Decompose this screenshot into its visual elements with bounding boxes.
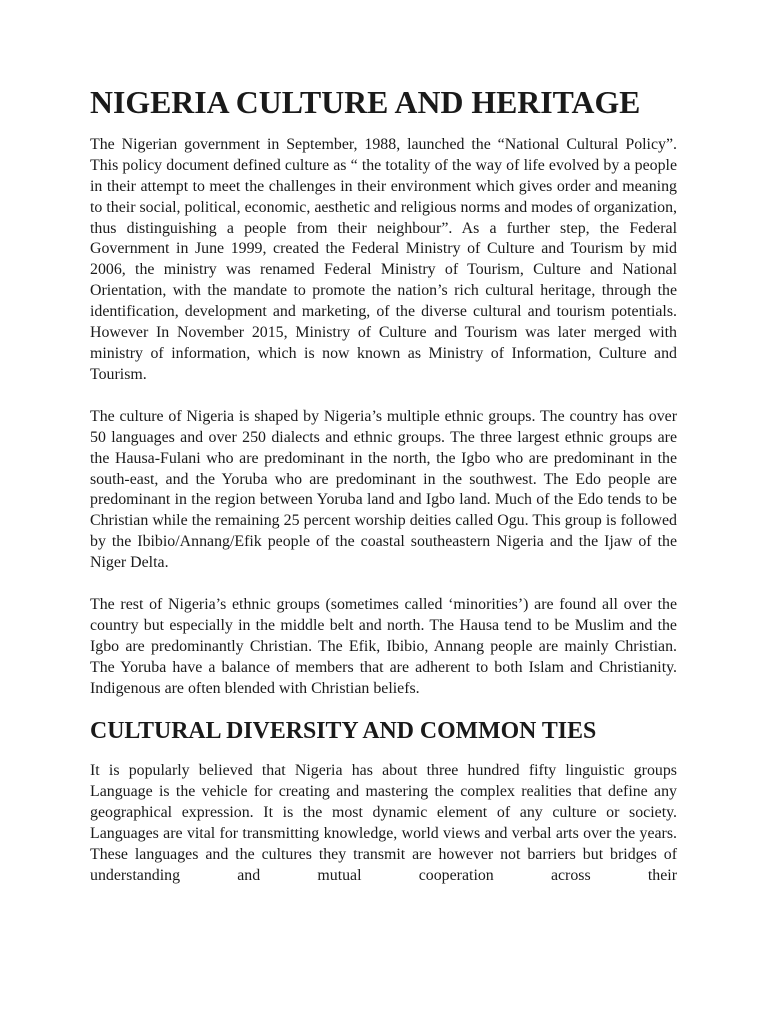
section-heading-culture-heritage: NIGERIA CULTURE AND HERITAGE (90, 85, 641, 120)
document-page (90, 85, 677, 887)
paragraph-ethnic-groups: The culture of Nigeria is shaped by Nigeria’s multiple ethnic groups. The country has over 50 languages and over 250 dialects and ethnic groups. The three largest ethnic groups are the Hausa-Fulani who are predominant in the north, the Igbo who are predominant in the south-east, and the Yoruba who are predominant in the southwest. The Edo people are predominant in the region between Yoruba land and Igbo land. Much of the Edo tends to be Christian while the remaining 25 percent worship deities called Ogu. This group is followed by the Ibibio/Annang/Efik people of the coastal southeastern Nigeria and the Ijaw of the Niger Delta. (90, 407, 677, 572)
section-heading-cultural-diversity: CULTURAL DIVERSITY AND COMMON TIES (90, 717, 597, 744)
paragraph-linguistic-groups: It is popularly believed that Nigeria has about three hundred fifty linguistic groups Language is the vehicle for creating and mastering the complex realities that define any geographical expression. It is the most dynamic element of any culture or society. Languages are vital for transmitting knowledge, world views and verbal arts over the years. These languages and the cultures they transmit are however not barriers but bridges of understanding and mutual cooperation across their (90, 762, 677, 884)
paragraph-cultural-policy: The Nigerian government in September, 1988, launched the “National Cultural Policy”. This policy document defined culture as “ the totality of the way of life evolved by a people in their attempt to meet the challenges in their environment which gives order and meaning to their social, political, economic, aesthetic and religious norms and modes of organization, thus distinguishing a people from their neighbour”. As a further step, the Federal Government in June 1999, created the Federal Ministry of Culture and Tourism by mid 2006, the ministry was renamed Federal Ministry of Tourism, Culture and National Orientation, with the mandate to promote the nation’s rich cultural heritage, through the identification, development and marketing, of the diverse cultural and tourism potentials. However In November 2015, Ministry of Culture and Tourism was later merged with ministry of information, which is now known as Ministry of Information, Culture and Tourism. (90, 135, 677, 383)
paragraph-minorities: The rest of Nigeria’s ethnic groups (sometimes called ‘minorities’) are found all over the country but especially in the middle belt and north. The Hausa tend to be Muslim and the Igbo are predominantly Christian. The Efik, Ibibio, Annang people are mainly Christian. The Yoruba have a balance of members that are adherent to both Islam and Christianity. Indigenous are often blended with Christian beliefs. (90, 596, 677, 697)
